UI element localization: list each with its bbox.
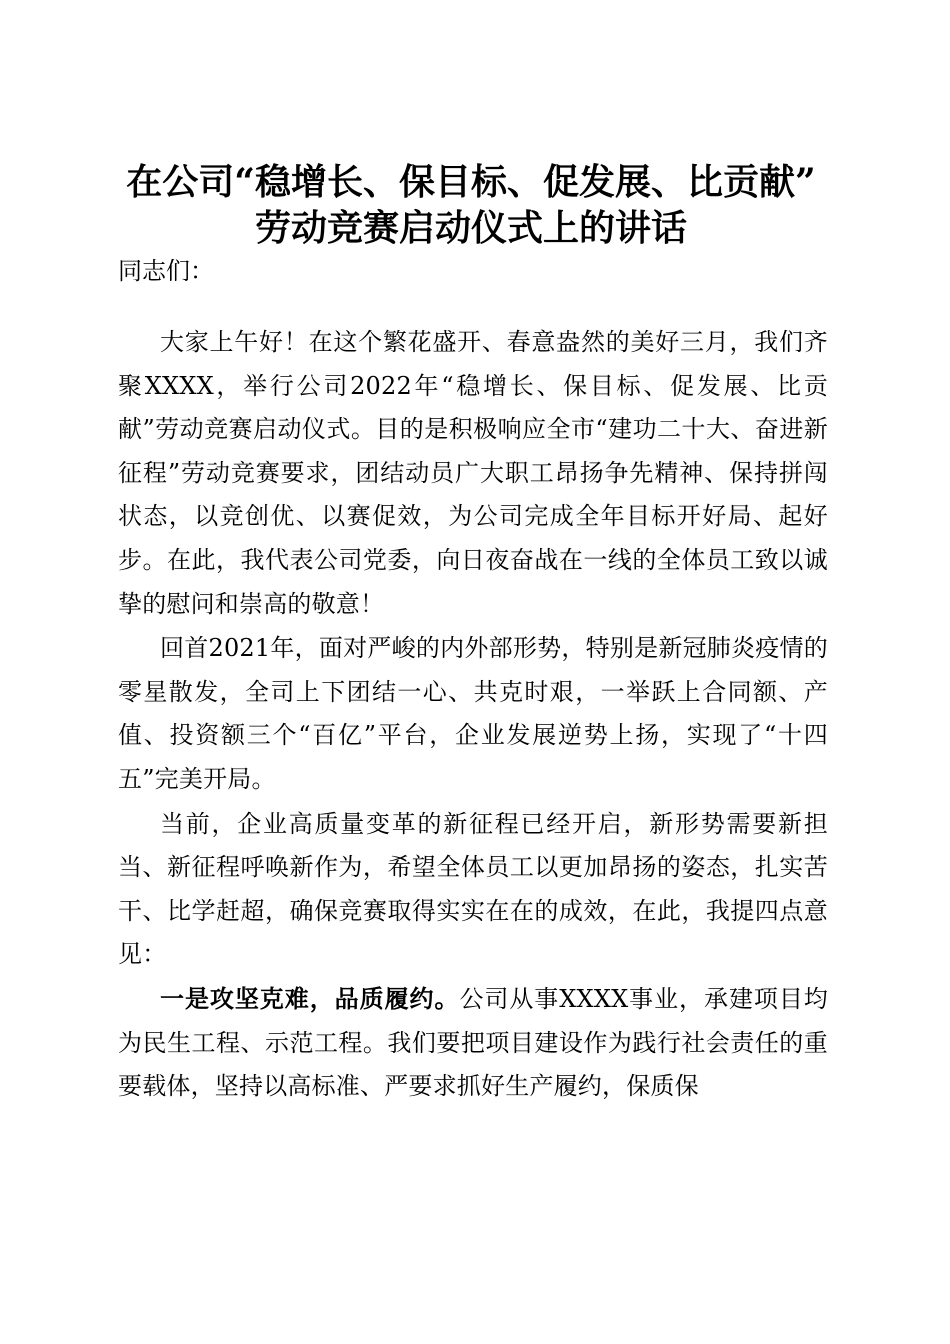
paragraph-text: 当前，企业高质量变革的新征程已经开启，新形势需要新担当、新征程呼唤新作为，希望全体员工以更加昂扬的姿态，扎实苦干、比学赶超，确保竞赛取得实实在在的成效，在此，我提四点意见：	[118, 809, 828, 969]
title-line-1: 在公司“稳增长、保目标、促发展、比贡献”	[126, 161, 816, 204]
paragraph-current	[118, 802, 828, 977]
paragraph-point-one	[118, 977, 828, 1109]
title-line-2: 劳动竞赛启动仪式上的讲话	[254, 207, 687, 250]
document-page	[118, 0, 828, 1344]
paragraph-text: 公司从事XXXX事业，承建项目均为民生工程、示范工程。我们要把项目建设作为践行社会责任的重要载体，坚持以高标准、严要求抓好生产履约，保质保	[118, 984, 829, 1101]
salutation: 同志们：	[118, 257, 214, 285]
paragraph-text: 大家上午好！在这个繁花盛开、春意盎然的美好三月，我们齐聚XXXX，举行公司2022年“稳增长、保目标、促发展、比贡献”劳动竞赛启动仪式。目的是积极响应全市“建功二十大、奋进新征程”劳动竞赛要求，团结动员广大职工昂扬争先精神、保持拼闯状态，以竞创优、以赛促效，为公司完成全年目标开好局、起好步。在此，我代表公司党委，向日夜奋战在一线的全体员工致以诚挚的慰问和崇高的敬意！	[118, 328, 828, 618]
paragraph-greeting	[118, 320, 828, 626]
paragraph-lead-bold: 一是攻坚克难，品质履约。	[160, 983, 460, 1013]
paragraph-text: 回首2021年，面对严峻的内外部形势，特别是新冠肺炎疫情的零星散发，全司上下团结一心、共克时艰，一举跃上合同额、产值、投资额三个“百亿”平台，企业发展逆势上扬，实现了“十四五”完美开局。	[118, 634, 828, 793]
speech-body	[118, 320, 828, 1109]
document-title	[106, 159, 836, 251]
paragraph-review-2021	[118, 626, 828, 801]
